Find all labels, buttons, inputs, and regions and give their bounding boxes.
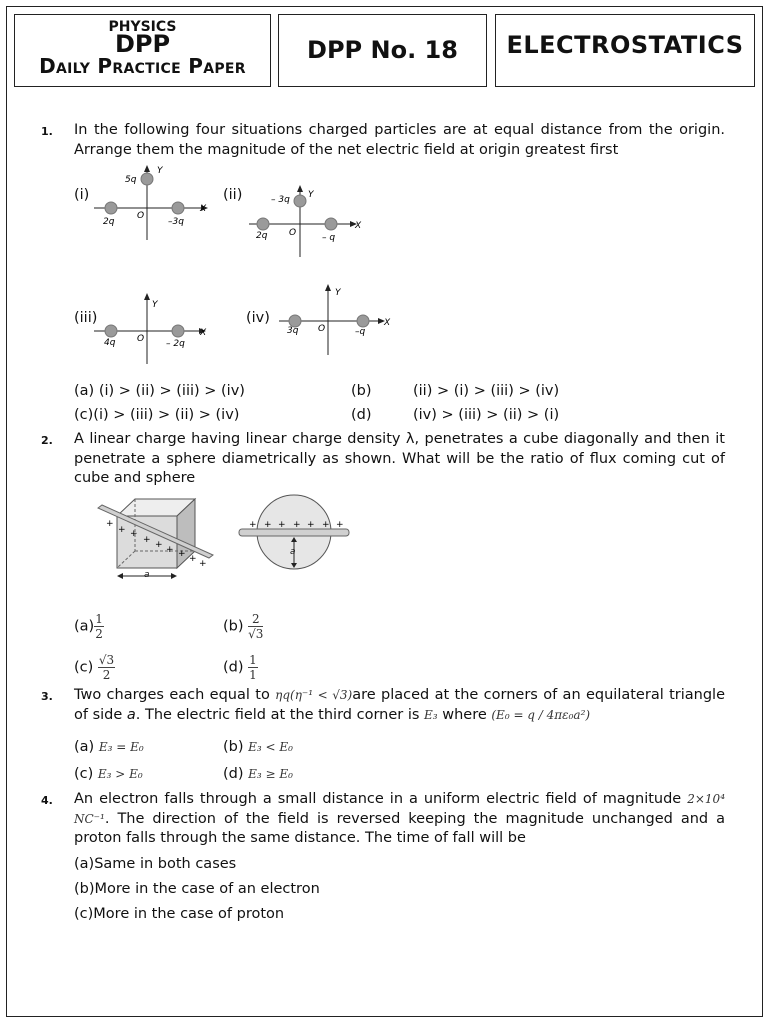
charge-sign: + xyxy=(322,520,330,530)
y-axis-label: Y xyxy=(152,300,158,310)
question-number: 4. xyxy=(41,794,53,807)
fraction xyxy=(98,653,115,682)
option-label: (b) xyxy=(223,739,244,755)
header-dpp-number: DPP No. 18 xyxy=(307,36,458,64)
charge-sign: + xyxy=(118,525,126,535)
option-label: (b) xyxy=(223,618,244,635)
y-axis-label: Y xyxy=(157,166,163,176)
option-label: (d) xyxy=(223,766,244,782)
option-d[interactable] xyxy=(223,653,258,682)
option-b-text[interactable]: (ii) > (i) > (iii) > (iv) xyxy=(413,383,560,399)
y-axis-label: Y xyxy=(308,190,314,200)
math-variable: a xyxy=(126,706,136,723)
text-run: An electron falls through a small distance in a uniform electric field of magnitude xyxy=(74,791,682,807)
math-expression: ηq(η⁻¹ < √3) xyxy=(275,688,353,702)
header-topic-box xyxy=(495,14,755,87)
option-d-label[interactable]: (d) xyxy=(351,407,372,423)
x-axis-label: X xyxy=(384,318,391,328)
charge-sign: + xyxy=(199,559,207,569)
denominator: 2 xyxy=(102,668,111,682)
header-subject: PHYSICS xyxy=(108,19,177,35)
option-c[interactable] xyxy=(74,905,284,923)
charge-label: – 2q xyxy=(166,339,185,349)
charge-sign: + xyxy=(189,554,197,564)
question-number: 2. xyxy=(41,434,53,447)
sphere-radius-label: a xyxy=(290,547,296,557)
option-label: (b) xyxy=(74,881,95,897)
fraction xyxy=(94,612,104,641)
option-text: More in the case of proton xyxy=(93,906,285,922)
charge-sign: + xyxy=(178,549,186,559)
charge-label: 2q xyxy=(103,217,115,227)
diagram-iii xyxy=(90,290,220,368)
header-dpp: DPP xyxy=(114,30,171,58)
option-a[interactable] xyxy=(74,738,144,756)
numerator: √3 xyxy=(98,653,115,667)
charge-label: – 3q xyxy=(271,195,290,205)
fraction xyxy=(248,653,258,682)
text-run: are placed at the corners of an equilateral triangle of side xyxy=(74,687,725,723)
charge-sign: + xyxy=(249,520,257,530)
numerator: 1 xyxy=(249,653,257,667)
question-text: In the following four situations charged particles are at equal distance from the origin. Arrange them the magnitude of the net electric field at origin greatest first xyxy=(74,122,725,158)
x-axis-label: X xyxy=(200,328,207,338)
charge-sign: + xyxy=(143,535,151,545)
charge-sign: + xyxy=(155,540,163,550)
diagram-iv xyxy=(275,281,400,359)
cube-side-label: a xyxy=(144,570,150,580)
option-a[interactable] xyxy=(74,612,104,641)
charge-sign: + xyxy=(130,529,138,539)
option-label: (c) xyxy=(74,906,94,922)
header-dpp-number-box xyxy=(278,14,487,87)
math-expression: 2×10⁴ NC⁻¹ xyxy=(74,792,726,826)
charge-sign: + xyxy=(307,520,315,530)
option-c[interactable] xyxy=(74,765,143,783)
option-label: (c) xyxy=(74,766,94,782)
option-a[interactable] xyxy=(74,855,236,873)
charge-label: –q xyxy=(355,327,366,337)
question-text xyxy=(74,790,725,849)
option-text: E₃ = E₀ xyxy=(98,740,144,754)
charge-sign: + xyxy=(278,520,286,530)
charge-sign: + xyxy=(293,520,301,530)
charge-label: 3q xyxy=(287,326,299,336)
charge-sign: + xyxy=(264,520,272,530)
option-d[interactable] xyxy=(223,765,293,783)
option-text: (i) > (ii) > (iii) > (iv) xyxy=(98,383,245,399)
option-text: Same in both cases xyxy=(94,856,237,872)
x-axis-label: X xyxy=(355,221,362,231)
denominator: 2 xyxy=(95,627,103,641)
option-d-text[interactable]: (iv) > (iii) > (ii) > (i) xyxy=(413,407,560,423)
question-text: A linear charge having linear charge density λ, penetrates a cube diagonally and then it penetrate a sphere diametrically as shown. What will be the ratio of flux coming cut of cube and sphere xyxy=(74,431,725,486)
header-subject-box xyxy=(14,14,271,87)
charge-label: 2q xyxy=(256,231,268,241)
option-text: E₃ ≥ E₀ xyxy=(248,767,293,781)
diagram-iii-label: (iii) xyxy=(74,310,98,326)
text-run: Two charges each equal to xyxy=(74,687,270,703)
option-b-label[interactable]: (b) xyxy=(351,383,372,399)
header-daily-practice-paper: Daily Practice Paper xyxy=(39,54,246,78)
y-axis-label: Y xyxy=(335,288,341,298)
text-run: where xyxy=(442,706,487,723)
option-a[interactable] xyxy=(74,382,245,400)
denominator: 1 xyxy=(249,668,257,682)
text-run: . The direction of the field is reversed keeping the magnitude unchanged and a proton falls through the same distance. The time of fall will be xyxy=(74,810,725,846)
option-text: E₃ < E₀ xyxy=(248,740,293,754)
question-number: 1. xyxy=(41,125,53,138)
option-text: (i) > (iii) > (ii) > (iv) xyxy=(93,407,240,423)
question-text xyxy=(74,686,725,725)
diagram-i-label: (i) xyxy=(74,187,90,203)
x-axis-label: X xyxy=(200,204,207,214)
question-number: 3. xyxy=(41,690,53,703)
option-label: (a) xyxy=(74,856,95,872)
charge-label: 4q xyxy=(104,338,116,348)
option-label: (c) xyxy=(74,659,94,676)
charge-label: 5q xyxy=(125,175,137,185)
numerator: 1 xyxy=(95,612,103,626)
text-run: . The electric field at the third corner is xyxy=(135,706,420,723)
charge-sign: + xyxy=(336,520,344,530)
diagram-ii-label: (ii) xyxy=(223,187,243,203)
option-label: (c) xyxy=(74,407,94,423)
option-label: (a) xyxy=(74,739,95,755)
denominator: √3 xyxy=(248,627,264,641)
option-label: (d) xyxy=(223,659,244,676)
option-text: More in the case of an electron xyxy=(94,881,320,897)
sphere-diagram xyxy=(234,494,356,572)
option-b[interactable] xyxy=(223,738,293,756)
option-label: (a) xyxy=(74,618,95,635)
charge-sign: + xyxy=(166,545,174,555)
option-b[interactable] xyxy=(74,880,320,898)
origin-label: O xyxy=(137,334,145,344)
math-expression: E₃ xyxy=(424,707,438,722)
math-expression: (E₀ = q / 4πε₀a²) xyxy=(491,707,591,722)
option-b[interactable] xyxy=(223,612,263,641)
charge-label: –3q xyxy=(168,217,184,227)
origin-label: O xyxy=(137,211,145,221)
diagram-ii xyxy=(245,183,370,261)
numerator: 2 xyxy=(248,612,263,627)
option-c[interactable] xyxy=(74,653,115,682)
charge-label: – q xyxy=(322,233,336,243)
option-label: (a) xyxy=(74,383,95,399)
origin-label: O xyxy=(289,228,297,238)
diagram-iv-label: (iv) xyxy=(246,310,270,326)
diagram-i xyxy=(90,163,220,245)
origin-label: O xyxy=(318,324,326,334)
charge-sign: + xyxy=(106,519,114,529)
header-topic: ELECTROSTATICS xyxy=(506,31,744,59)
option-text: E₃ > E₀ xyxy=(97,767,143,781)
cube-diagram xyxy=(94,494,219,584)
option-c[interactable] xyxy=(74,406,239,424)
fraction xyxy=(248,612,263,641)
